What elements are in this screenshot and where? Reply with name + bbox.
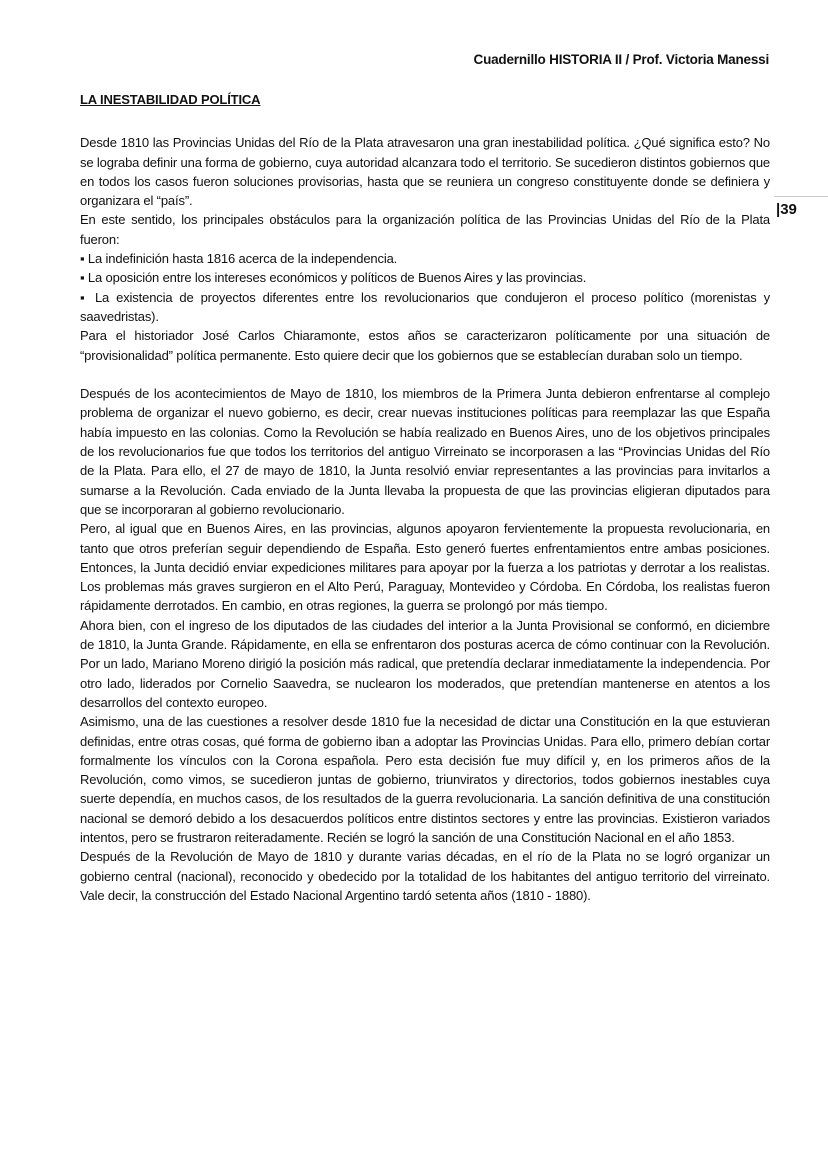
page-number: |39 — [776, 201, 797, 218]
page-number-divider — [774, 196, 828, 197]
paragraph: Ahora bien, con el ingreso de los diputados de las ciudades del interior a la Junta Provisional se conformó, en diciembre de 1810, la Junta Grande. Rápidamente, en ella se enfrentaron dos posturas acerca de cómo continuar con la Revolución. Por un lado, Mariano Moreno dirigió la posición más radical, que pretendía declarar inmediatamente la independencia. Por otro lado, liderados por Cornelio Saavedra, se nuclearon los moderados, que pretendían mantenerse en atentos a los desarrollos del contexto europeo. — [80, 617, 770, 710]
paragraph: En este sentido, los principales obstáculos para la organización política de las Provincias Unidas del Río de la Plata fueron: — [80, 212, 770, 247]
paragraph: Desde 1810 las Provincias Unidas del Río de la Plata atravesaron una gran inestabilidad política. ¿Qué significa esto? No se lograba definir una forma de gobierno, cuya autoridad alcanzara todo el territorio. Se sucedieron distintos gobiernos que en todos los casos fueron soluciones provisorias, hasta que se reuniera un congreso constituyente donde se definiera y organizara el “país”. — [80, 135, 770, 209]
paragraph: Para el historiador José Carlos Chiaramonte, estos años se caracterizaron políticamente por una situación de “provisionalidad” política permanente. Esto quiere decir que los gobiernos que se establecían duraban solo un tiempo. — [80, 328, 770, 363]
bullet-item: ▪ La existencia de proyectos diferentes entre los revolucionarios que condujeron el proceso político (morenistas y saavedristas). — [80, 289, 770, 324]
paragraph: Asimismo, una de las cuestiones a resolver desde 1810 fue la necesidad de dictar una Constitución en la que estuvieran definidas, entre otras cosas, qué forma de gobierno iban a adoptar las Provincias Unidas. Para ello, primero debían cortar formalmente los vínculos con la Corona española. Pero esta decisión fue muy difícil y, en los primeros años de la Revolución, como vimos, se sucedieron juntas de gobierno, triunviratos y directorios, todos gobiernos inestables cuya suerte dependía, en muchos casos, de los resultados de la guerra revolucionaria. La sanción definitiva de una constitución nacional se demoró debido a los desacuerdos políticos entre distintos sectores y entre las provincias. Existieron variados intentos, pero se frustraron reiteradamente. Recién se logró la sanción de una Constitución Nacional en el año 1853. — [80, 714, 770, 845]
bullet-item: ▪ La oposición entre los intereses económicos y políticos de Buenos Aires y las provincias. — [80, 270, 587, 286]
paragraph: Después de los acontecimientos de Mayo de 1810, los miembros de la Primera Junta debieron enfrentarse al complejo problema de organizar el nuevo gobierno, es decir, crear nuevas instituciones políticas para reemplazar las que España había impuesto en las colonias. Como la Revolución se había realizado en Buenos Aires, uno de los objetivos principales de los revolucionarios fue que todos los territorios del antiguo Virreinato se incorporasen a las “Provincias Unidas del Río de la Plata. Para ello, el 27 de mayo de 1810, la Junta resolvió enviar representantes a las provincias para invitarlos a sumarse a la Revolución. Cada enviado de la Junta llevaba la propuesta de que las provincias eligieran diputados para que se incorporaran al gobierno revolucionario. — [80, 386, 770, 517]
document-header: Cuadernillo HISTORIA II / Prof. Victoria Manessi — [473, 52, 769, 67]
section-title: LA INESTABILIDAD POLÍTICA — [80, 92, 261, 107]
bullet-item: ▪ La indefinición hasta 1816 acerca de la independencia. — [80, 251, 398, 267]
document-body — [80, 90, 770, 905]
paragraph: Pero, al igual que en Buenos Aires, en las provincias, algunos apoyaron fervientemente la propuesta revolucionaria, en tanto que otros preferían seguir dependiendo de España. Esto generó fuertes enfrentamientos entre ambas posiciones. Entonces, la Junta decidió enviar expediciones militares para apoyar por la fuerza a los patriotas y derrotar a los realistas. Los problemas más graves surgieron en el Alto Perú, Paraguay, Montevideo y Córdoba. En Córdoba, los realistas fueron rápidamente derrotados. En cambio, en otras regiones, la guerra se prolongó por más tiempo. — [80, 521, 770, 614]
paragraph: Después de la Revolución de Mayo de 1810 y durante varias décadas, en el río de la Plata no se logró organizar un gobierno central (nacional), reconocido y obedecido por la totalidad de los habitantes del antiguo territorio del virreinato. Vale decir, la construcción del Estado Nacional Argentino tardó setenta años (1810 - 1880). — [80, 849, 770, 903]
